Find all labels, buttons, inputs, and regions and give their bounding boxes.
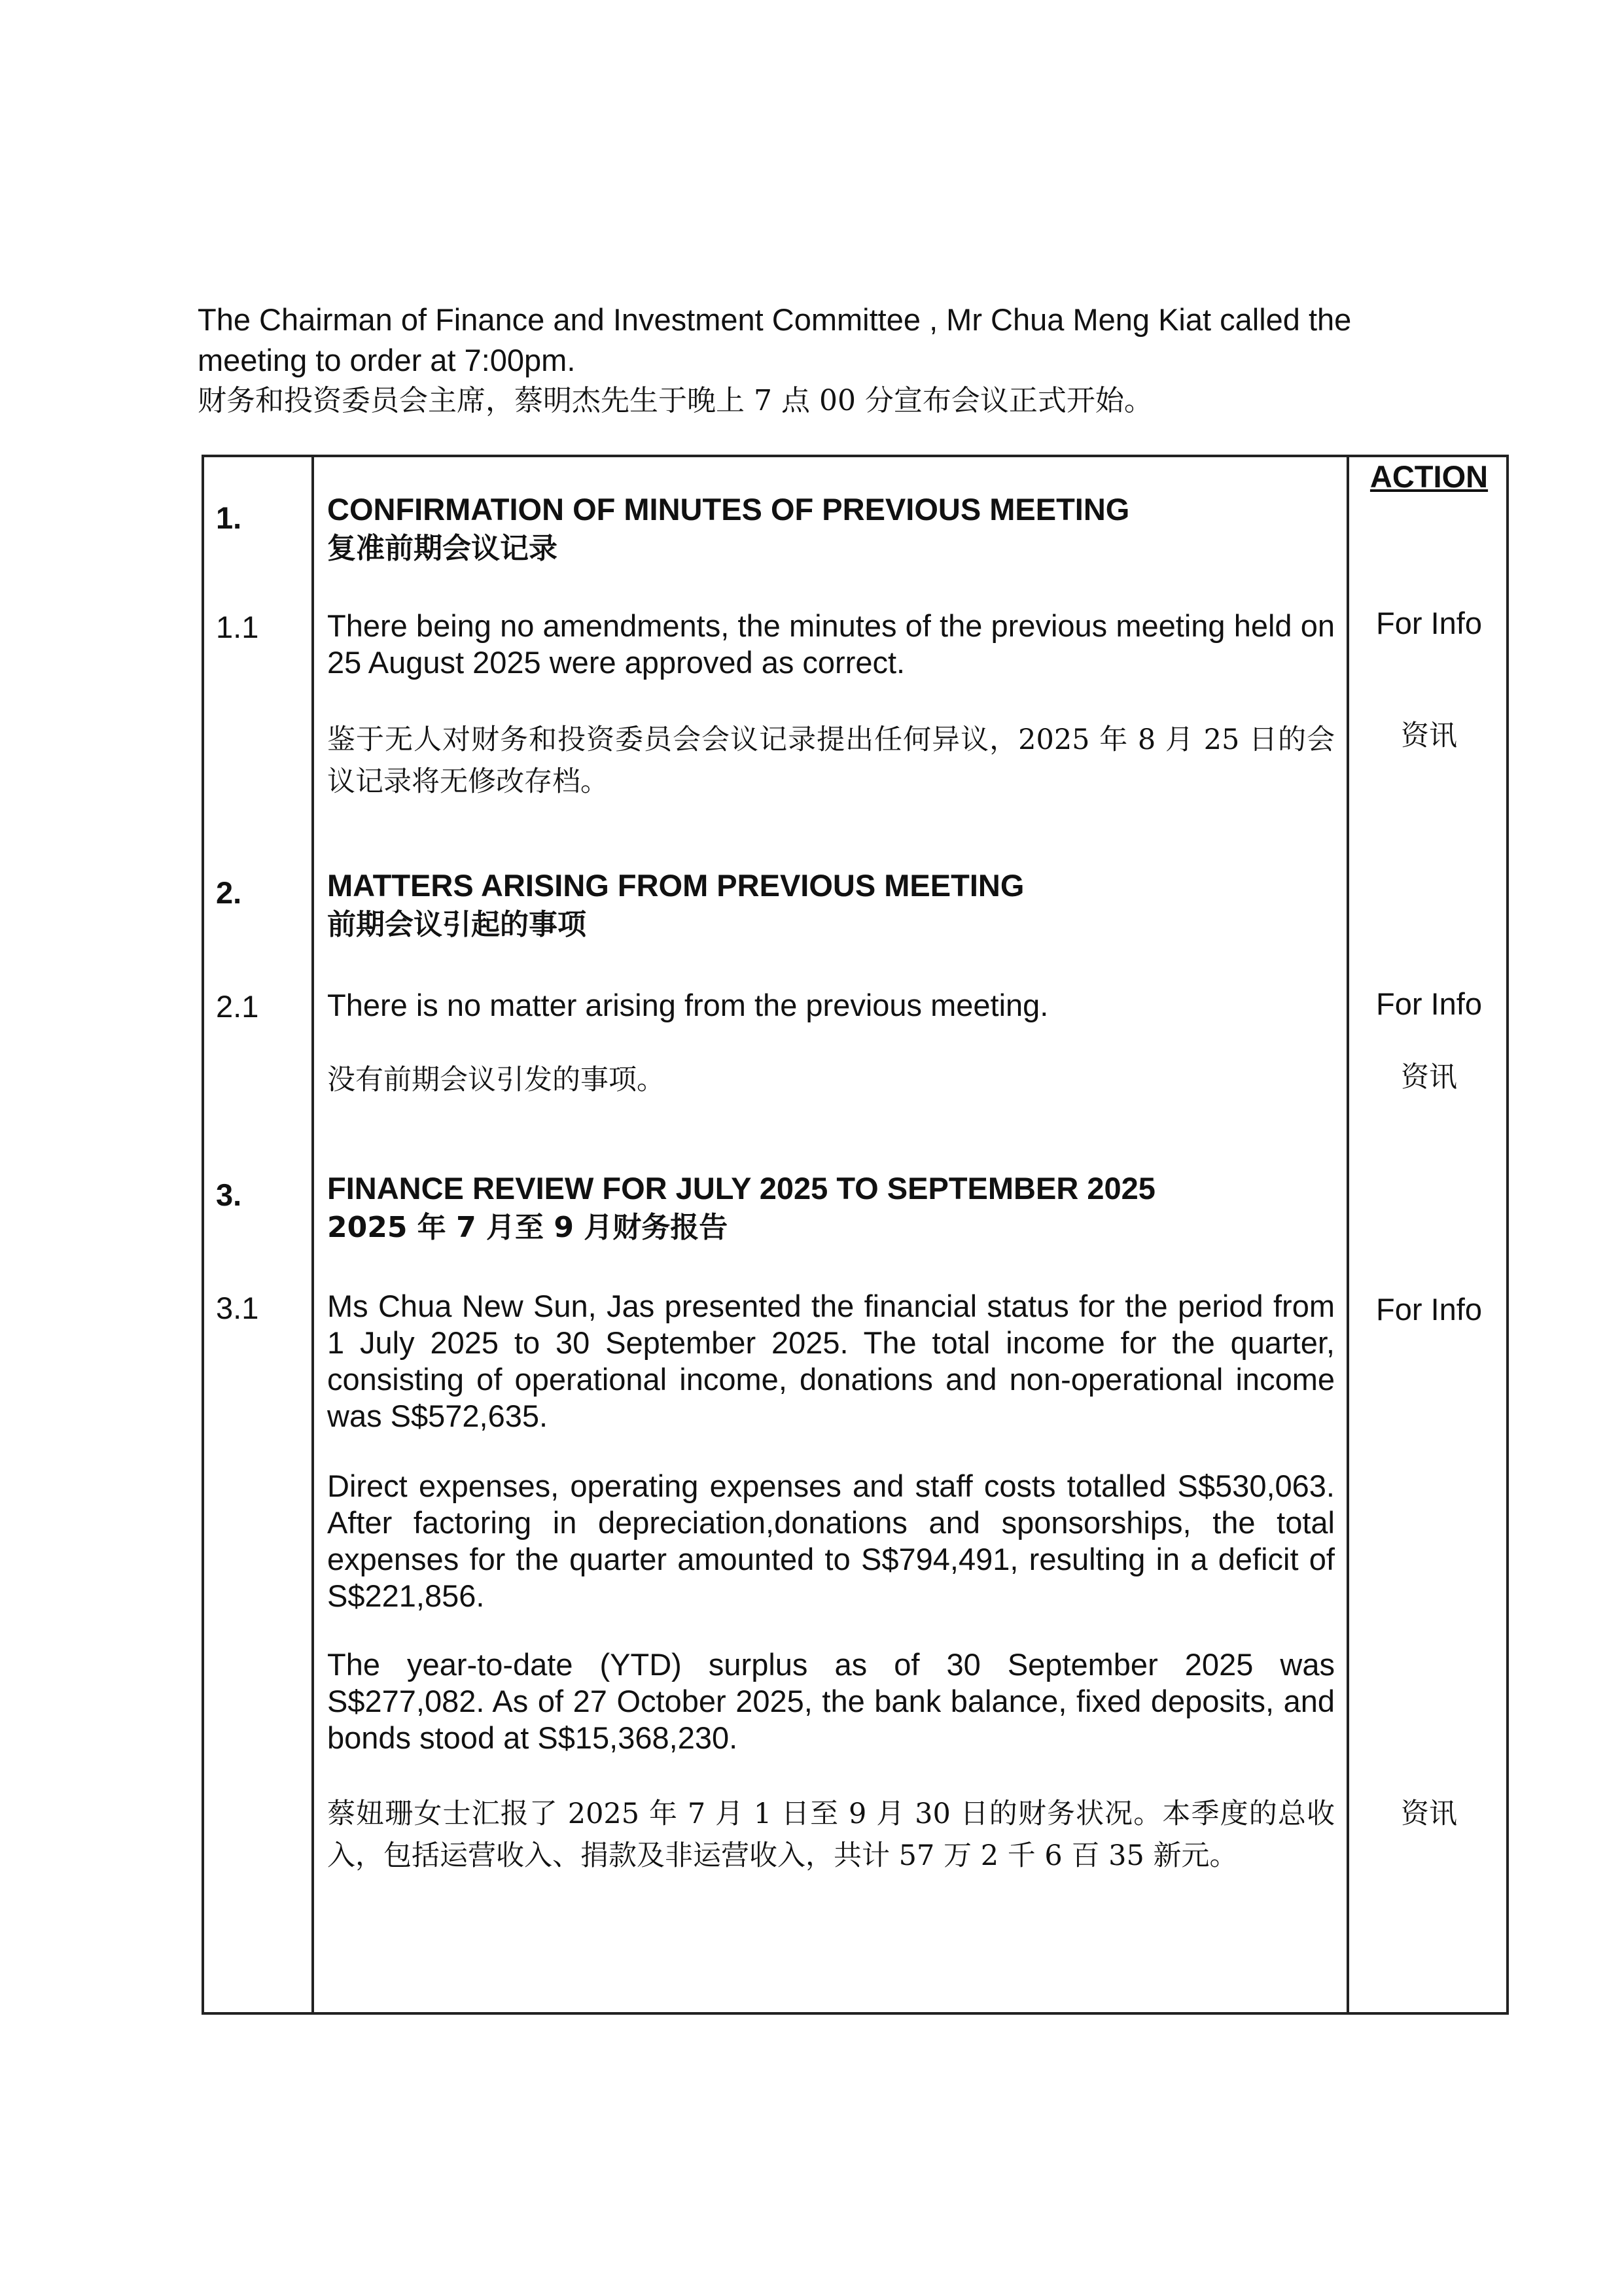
minutes-table <box>202 455 1509 2015</box>
action-label: For Info <box>1376 986 1482 1021</box>
intro-line-1: The Chairman of Finance and Investment Committee , Mr Chua Meng Kiat called the <box>198 302 1352 337</box>
item-text-cn: 蔡妞珊女士汇报了 2025 年 7 月 1 日至 9 月 30 日的财务状况。本季度的总收入，包括运营收入、捐款及非运营收入，共计 57 万 2 千 6 百 35 新元。 <box>327 1798 1335 1872</box>
item-text-cn: 鉴于无人对财务和投资委员会会议记录提出任何异议，2025 年 8 月 25 日的会议记录将无修改存档。 <box>327 723 1335 798</box>
section-number: 1. <box>216 500 242 535</box>
section-title-cn: 复准前期会议记录 <box>327 532 557 565</box>
section-title <box>327 1169 1335 1247</box>
column-divider <box>1347 457 1349 2012</box>
intro-paragraph <box>198 300 1428 421</box>
item-number: 1.1 <box>216 610 259 644</box>
action-label: For Info <box>1376 606 1482 640</box>
section-title <box>327 490 1335 568</box>
item-number: 2.1 <box>216 989 259 1024</box>
item-text-en-p1: Ms Chua New Sun, Jas presented the financial status for the period from 1 July 2025 to 30 September 2025. The total income for the quarter, consisting of operational income, donations and non-operational income was S$572,635. <box>327 1289 1335 1433</box>
item-text-en-p3: The year-to-date (YTD) surplus as of 30 September 2025 was S$277,082. As of 27 October 2025, the bank balance, fixed deposits, and bonds stood at S$15,368,230. <box>327 1647 1335 1755</box>
action-label: For Info <box>1376 1292 1482 1327</box>
section-title-cn: 前期会议引起的事项 <box>327 908 586 941</box>
section-number: 2. <box>216 875 242 910</box>
action-column-header: ACTION <box>1369 459 1489 494</box>
column-divider <box>311 457 314 2012</box>
intro-line-cn: 财务和投资委员会主席，蔡明杰先生于晚上 7 点 00 分宣布会议正式开始。 <box>198 384 1153 417</box>
action-label-cn: 资讯 <box>1401 1798 1457 1830</box>
item-text-en: There is no matter arising from the previous meeting. <box>327 988 1049 1022</box>
action-label-cn: 资讯 <box>1401 1061 1457 1094</box>
section-title-en: MATTERS ARISING FROM PREVIOUS MEETING <box>327 868 1025 903</box>
section-title-en: CONFIRMATION OF MINUTES OF PREVIOUS MEETING <box>327 492 1130 527</box>
section-title-cn: 2025 年 7 月至 9 月财务报告 <box>327 1211 728 1244</box>
section-number: 3. <box>216 1177 242 1212</box>
item-text-en-p2: Direct expenses, operating expenses and staff costs totalled S$530,063. After factoring in depreciation,donations and sponsorships, the total expenses for the quarter amounted to S$794,491, resulting in a deficit of S$221,856. <box>327 1469 1335 1613</box>
action-label-cn: 资讯 <box>1401 720 1457 752</box>
item-text-en: There being no amendments, the minutes of the previous meeting held on 25 August 2025 were approved as correct. <box>327 608 1335 680</box>
item-text-cn: 没有前期会议引发的事项。 <box>327 1064 665 1096</box>
section-title-en: FINANCE REVIEW FOR JULY 2025 TO SEPTEMBER 2025 <box>327 1171 1156 1206</box>
section-title <box>327 866 1335 945</box>
item-number: 3.1 <box>216 1291 259 1325</box>
intro-line-2: meeting to order at 7:00pm. <box>198 343 576 377</box>
